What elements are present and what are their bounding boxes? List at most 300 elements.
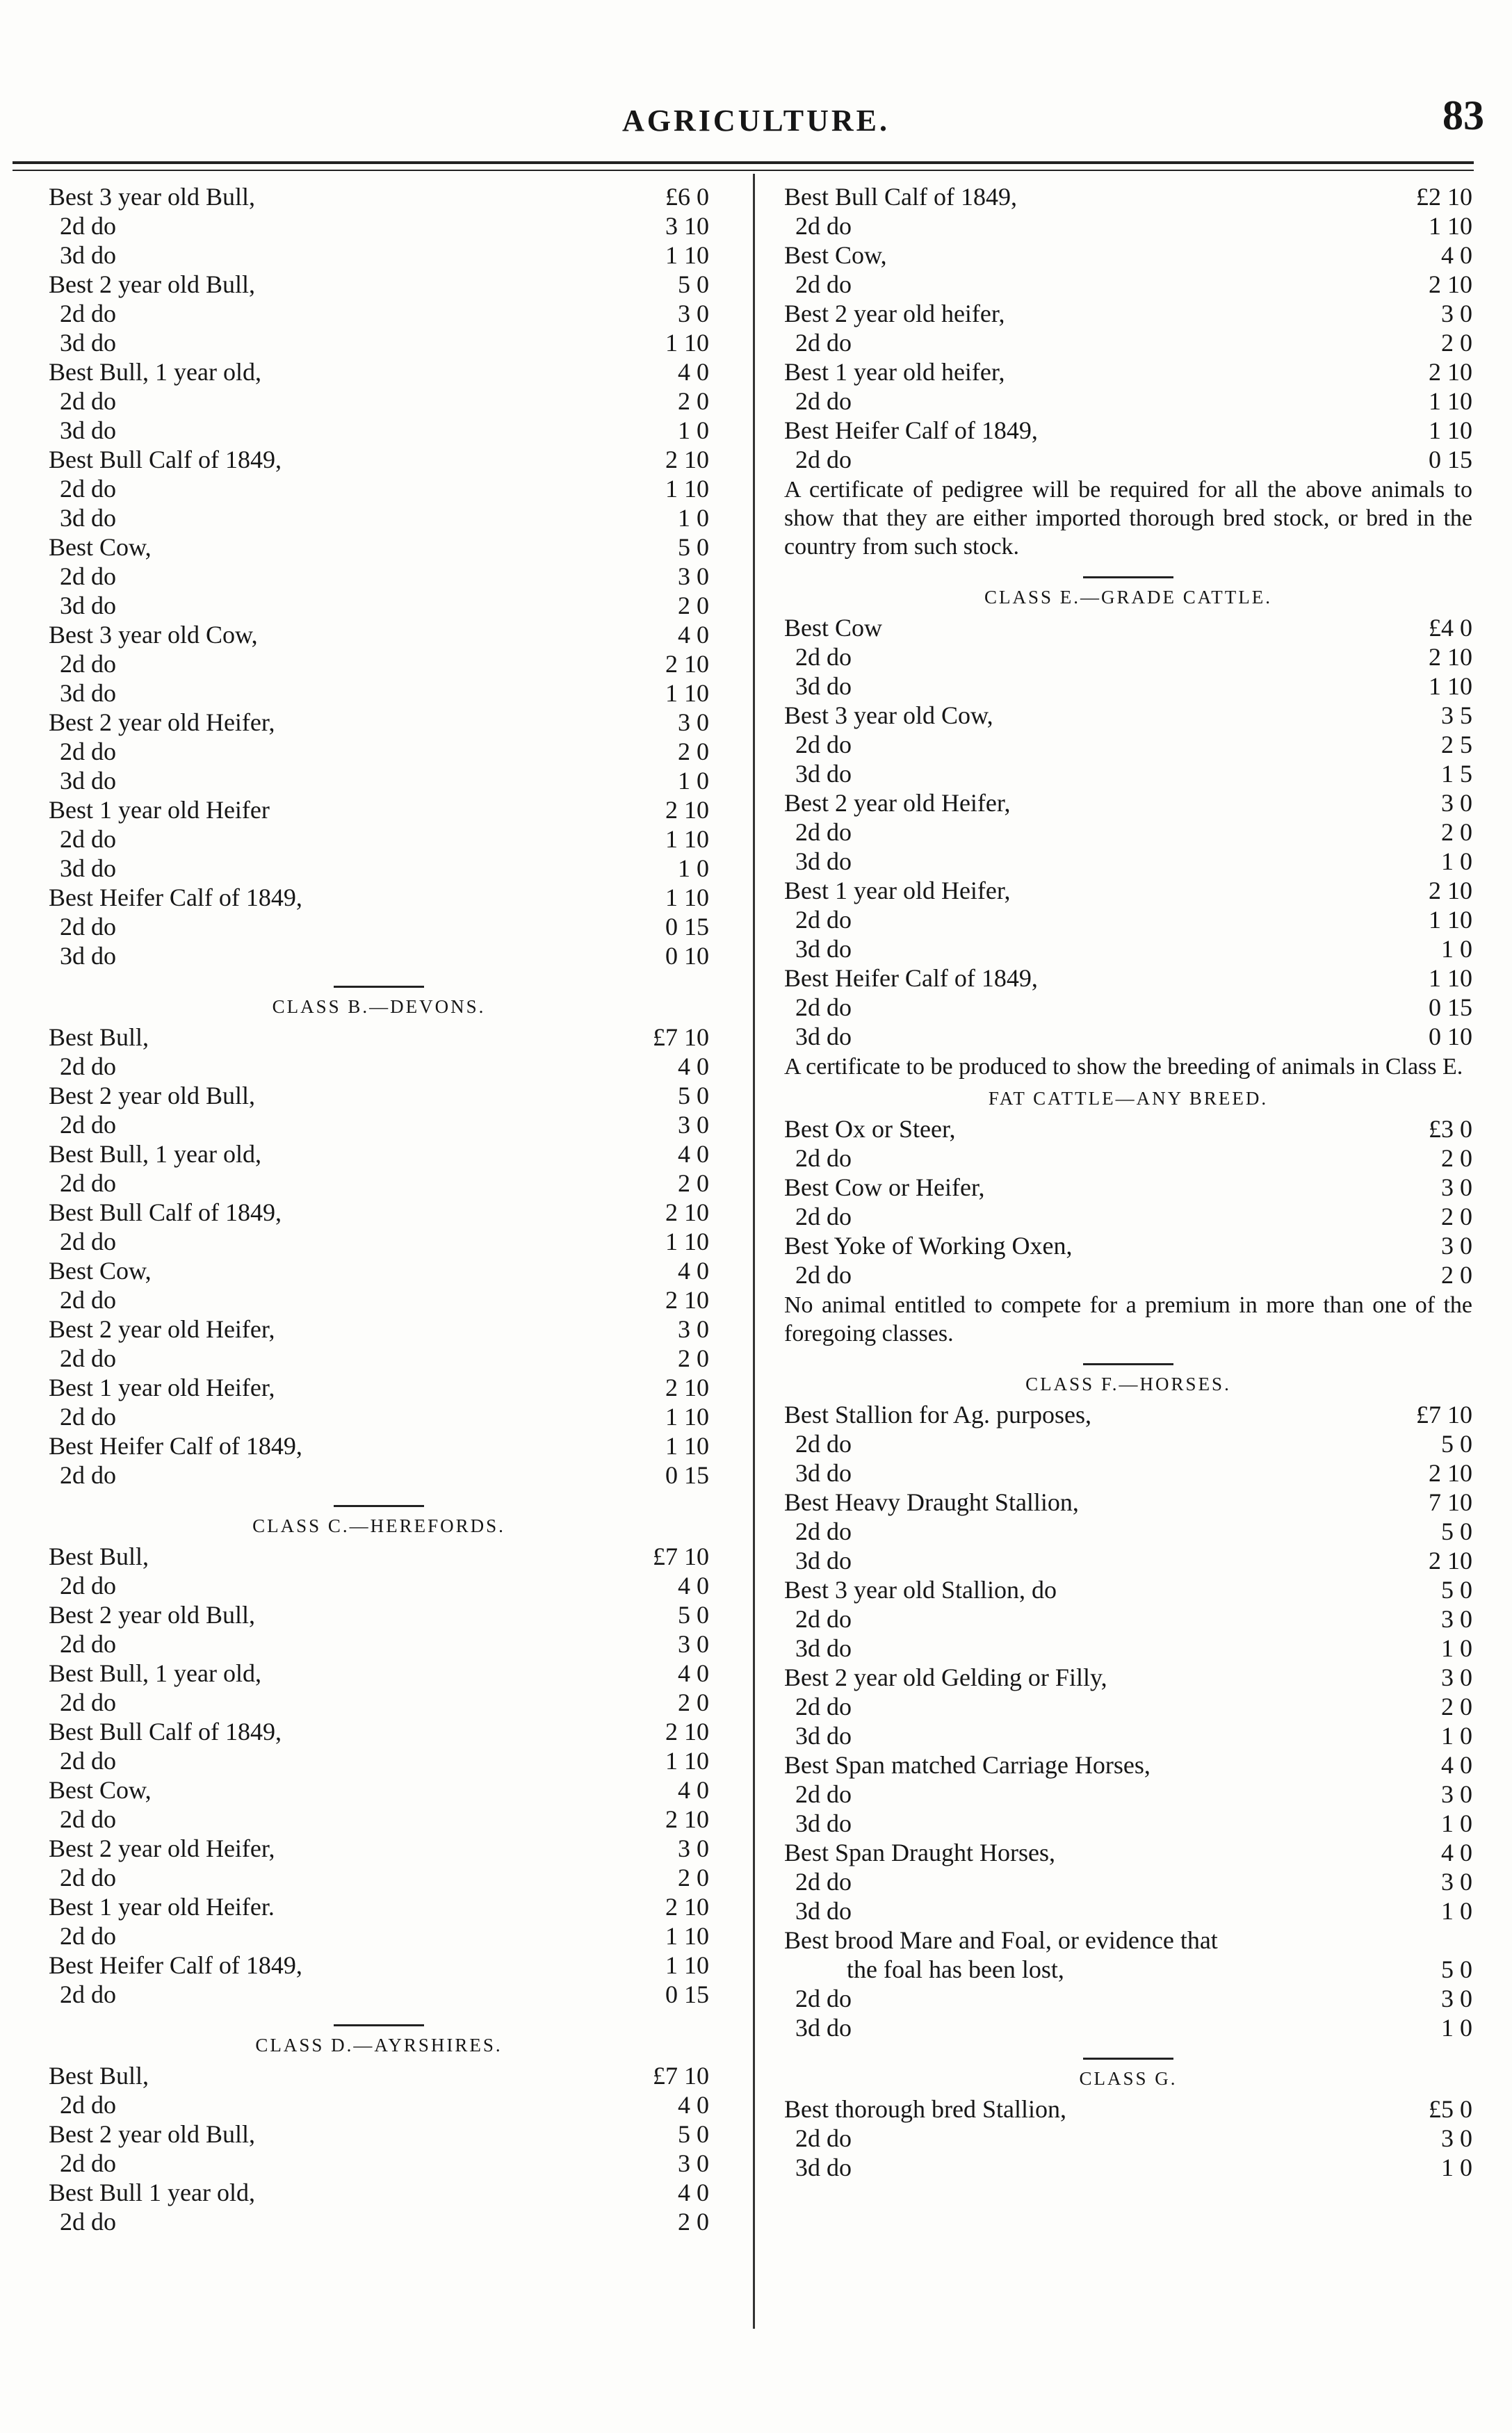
- prize-label: Best 2 year old Bull,: [49, 1082, 255, 1109]
- prize-amount: 0 10: [665, 942, 709, 970]
- prize-label: 2d do: [60, 1630, 116, 1658]
- prize-label: Best Bull Calf of 1849,: [49, 1718, 282, 1746]
- prize-amount: 0 15: [665, 913, 709, 941]
- prize-amount: 3 5: [1441, 701, 1472, 729]
- prize-entry: [49, 708, 709, 737]
- prize-entry: [784, 1144, 1472, 1173]
- prize-amount: 7 10: [1429, 1488, 1472, 1516]
- brood-mare-label-line2: the foal has been lost,: [847, 1955, 1064, 1983]
- class-b-list: [49, 1023, 709, 1490]
- prize-entry: [784, 613, 1472, 642]
- prize-amount: 2 0: [678, 1689, 709, 1716]
- prize-label: Best 2 year old Heifer,: [49, 708, 275, 736]
- prize-label: 2d do: [795, 387, 852, 415]
- class-d-list: [49, 2061, 709, 2236]
- prize-label: 2d do: [60, 1286, 116, 1314]
- prize-entry: [49, 1110, 709, 1139]
- prize-entry: [784, 817, 1472, 847]
- prize-entry: [784, 788, 1472, 817]
- prize-entry: [49, 824, 709, 854]
- prize-entry: [49, 299, 709, 328]
- prize-amount: 5 0: [678, 2120, 709, 2148]
- fat-cattle-title: FAT CATTLE—ANY BREED.: [988, 1088, 1269, 1109]
- prize-amount: 1 0: [678, 854, 709, 882]
- prize-amount: 4 0: [678, 1257, 709, 1285]
- prize-label: 3d do: [795, 760, 852, 788]
- prize-label: 2d do: [795, 906, 852, 934]
- prize-label: 2d do: [60, 1805, 116, 1833]
- prize-amount: 1 10: [1429, 672, 1472, 700]
- prize-amount: 1 10: [665, 1922, 709, 1950]
- prize-amount: 1 10: [1429, 964, 1472, 992]
- prize-amount: 4 0: [1441, 1751, 1472, 1779]
- fat-cattle-list: [784, 1114, 1472, 1289]
- class-c-title: CLASS C.—HEREFORDS.: [252, 1515, 505, 1536]
- prize-amount: 1 0: [1441, 1897, 1472, 1925]
- prize-entry: [784, 876, 1472, 905]
- fat-cattle-note: No animal entitled to compete for a premium in more than one of the foregoing classes.: [784, 1292, 1472, 1346]
- prize-amount: 3 0: [1441, 1663, 1472, 1691]
- prize-entry: [49, 1863, 709, 1892]
- section-rule: [1083, 2058, 1173, 2060]
- prize-entry: [784, 1838, 1472, 1867]
- prize-entry: [49, 211, 709, 241]
- prize-amount: 4 0: [678, 2091, 709, 2119]
- page-header-title: AGRICULTURE.: [621, 104, 890, 138]
- prize-entry: [49, 1921, 709, 1951]
- class-g-title: CLASS G.: [1079, 2068, 1178, 2089]
- prize-label: Best 2 year old Gelding or Filly,: [784, 1663, 1107, 1691]
- prize-amount: 1 5: [1441, 760, 1472, 788]
- prize-entry: [784, 1896, 1472, 1926]
- prize-amount: 2 0: [678, 1864, 709, 1891]
- prize-label: 3d do: [795, 1459, 852, 1487]
- prize-entry: [49, 1460, 709, 1490]
- prize-amount: 2 0: [1441, 1693, 1472, 1720]
- prize-label: 2d do: [60, 1403, 116, 1431]
- prize-amount: 5 0: [1441, 1517, 1472, 1545]
- prize-entry: [49, 1834, 709, 1863]
- prize-label: 2d do: [60, 1980, 116, 2008]
- prize-label: 2d do: [60, 2149, 116, 2177]
- section-rule: [1083, 1363, 1173, 1365]
- prize-amount: 3 0: [1441, 2124, 1472, 2152]
- prize-entry: [49, 503, 709, 532]
- prize-label: 2d do: [60, 738, 116, 765]
- prize-entry: [49, 1980, 709, 2009]
- prize-entry: [784, 934, 1472, 963]
- prize-entry: [49, 1892, 709, 1921]
- prize-amount: 2 0: [678, 2208, 709, 2236]
- prize-entry: [49, 1746, 709, 1775]
- prize-amount: 3 0: [1441, 300, 1472, 327]
- prize-amount: 2 10: [1429, 358, 1472, 386]
- prize-amount: 0 15: [665, 1461, 709, 1489]
- prize-label: Best Bull,: [49, 2062, 149, 2090]
- class-f-list: [784, 1400, 1472, 1926]
- prize-entry: [49, 883, 709, 912]
- prize-entry: [784, 1260, 1472, 1289]
- prize-label: 2d do: [60, 913, 116, 941]
- prize-label: 2d do: [60, 650, 116, 678]
- prize-entry: [49, 1198, 709, 1227]
- prize-label: 2d do: [60, 387, 116, 415]
- prize-entry: [49, 1629, 709, 1659]
- prize-label: 2d do: [60, 825, 116, 853]
- prize-label: 2d do: [795, 1868, 852, 1896]
- prize-amount: £3 0: [1429, 1115, 1472, 1143]
- prize-entry: [784, 270, 1472, 299]
- prize-amount: 0 15: [1429, 993, 1472, 1021]
- prize-label: Best 2 year old Bull,: [49, 270, 255, 298]
- prize-entry: [784, 1488, 1472, 1517]
- prize-entry: [49, 1402, 709, 1431]
- prize-amount: 2 0: [678, 1169, 709, 1197]
- prize-entry: [784, 1458, 1472, 1488]
- prize-entry: [784, 642, 1472, 672]
- prize-amount: 3 0: [678, 1111, 709, 1139]
- prize-amount: 5 0: [678, 533, 709, 561]
- prize-amount: 1 10: [665, 1951, 709, 1979]
- class-e-list: [784, 613, 1472, 1051]
- prize-label: 3d do: [795, 1634, 852, 1662]
- class-e-note: A certificate to be produced to show the breeding of animals in Class E.: [784, 1054, 1463, 1080]
- prize-amount: 1 10: [665, 241, 709, 269]
- prize-entry: [49, 445, 709, 474]
- prize-label: 2d do: [60, 1052, 116, 1080]
- prize-entry: [49, 2149, 709, 2178]
- prize-label: Best 3 year old Stallion, do: [784, 1576, 1057, 1604]
- prize-amount: 4 0: [678, 1776, 709, 1804]
- prize-entry: [49, 2061, 709, 2090]
- prize-amount: 4 0: [678, 1572, 709, 1600]
- prize-label: 2d do: [795, 1144, 852, 1172]
- prize-amount: 5 0: [678, 270, 709, 298]
- prize-entry: [49, 1951, 709, 1980]
- class-b-title: CLASS B.—DEVONS.: [272, 996, 486, 1017]
- prize-label: Best Bull, 1 year old,: [49, 1659, 261, 1687]
- prize-label: 2d do: [795, 993, 852, 1021]
- prize-amount: 1 10: [1429, 906, 1472, 934]
- prize-amount: 5 0: [678, 1082, 709, 1109]
- prize-amount: 3 0: [1441, 1173, 1472, 1201]
- prize-entry: [784, 1517, 1472, 1546]
- prize-amount: 1 10: [1429, 212, 1472, 240]
- prize-label: 2d do: [795, 212, 852, 240]
- prize-amount: 3 0: [678, 300, 709, 327]
- brood-mare-amount: 5 0: [1441, 1955, 1472, 1983]
- prize-entry: [49, 854, 709, 883]
- prize-amount: 1 0: [1441, 1634, 1472, 1662]
- prize-amount: £7 10: [653, 1023, 709, 1051]
- prize-label: 3d do: [795, 1547, 852, 1574]
- prize-amount: 1 0: [1441, 935, 1472, 963]
- prize-amount: £7 10: [1416, 1401, 1472, 1429]
- prize-entry: [49, 328, 709, 357]
- prize-entry: [49, 182, 709, 211]
- prize-label: 2d do: [795, 1203, 852, 1230]
- section-rule: [334, 986, 424, 988]
- prize-amount: 1 10: [665, 1747, 709, 1775]
- prize-label: 3d do: [60, 942, 116, 970]
- prize-label: Best Heifer Calf of 1849,: [784, 964, 1038, 992]
- prize-amount: 3 0: [1441, 1985, 1472, 2012]
- prize-entry: [49, 357, 709, 386]
- prize-amount: 4 0: [1441, 1839, 1472, 1866]
- prize-entry: [784, 1750, 1472, 1780]
- prize-entry: [49, 1227, 709, 1256]
- prize-entry: [784, 905, 1472, 934]
- prize-amount: 1 0: [1441, 2154, 1472, 2181]
- prize-entry: [49, 766, 709, 795]
- class-e-title: CLASS E.—GRADE CATTLE.: [984, 587, 1272, 608]
- prize-entry: [49, 1805, 709, 1834]
- prize-label: 3d do: [60, 767, 116, 795]
- prize-label: 2d do: [795, 270, 852, 298]
- prize-label: 3d do: [795, 935, 852, 963]
- prize-label: 2d do: [60, 300, 116, 327]
- prize-amount: 4 0: [1441, 241, 1472, 269]
- prize-label: Best Heifer Calf of 1849,: [49, 1951, 302, 1979]
- prize-label: Best 3 year old Cow,: [784, 701, 993, 729]
- prize-entry: [784, 211, 1472, 241]
- prize-label: Best Bull Calf of 1849,: [784, 183, 1017, 211]
- prize-label: 3d do: [795, 672, 852, 700]
- prize-entry: [49, 1285, 709, 1315]
- class-c-list: [49, 1542, 709, 2009]
- prize-label: 3d do: [795, 2154, 852, 2181]
- prize-label: Best Bull, 1 year old,: [49, 1140, 261, 1168]
- prize-label: 2d do: [795, 1605, 852, 1633]
- prize-label: 2d do: [60, 1864, 116, 1891]
- prize-label: 2d do: [60, 1111, 116, 1139]
- prize-amount: 3 0: [1441, 1605, 1472, 1633]
- prize-amount: 2 5: [1441, 731, 1472, 758]
- class-a-list: [49, 182, 709, 970]
- prize-label: 2d do: [795, 818, 852, 846]
- prize-label: Best Bull, 1 year old,: [49, 358, 261, 386]
- prize-label: 2d do: [795, 1985, 852, 2012]
- prize-entry: [49, 1139, 709, 1169]
- prize-entry: [784, 357, 1472, 386]
- prize-label: 2d do: [795, 2124, 852, 2152]
- prize-amount: 2 0: [678, 592, 709, 619]
- prize-label: Best 2 year old Bull,: [49, 2120, 255, 2148]
- prize-amount: 1 0: [1441, 2014, 1472, 2042]
- right-column: [784, 182, 1472, 2182]
- prize-label: 2d do: [795, 1693, 852, 1720]
- prize-amount: £7 10: [653, 2062, 709, 2090]
- prize-amount: 1 10: [1429, 416, 1472, 444]
- prize-entry: [784, 730, 1472, 759]
- prize-label: 3d do: [795, 1722, 852, 1750]
- prize-label: Best Bull Calf of 1849,: [49, 446, 282, 473]
- prize-entry: [784, 445, 1472, 474]
- prize-label: 2d do: [60, 562, 116, 590]
- prize-entry: [49, 620, 709, 649]
- prize-amount: 2 0: [1441, 1144, 1472, 1172]
- prize-entry: [784, 182, 1472, 211]
- prize-entry: [784, 416, 1472, 445]
- prize-amount: 4 0: [678, 2179, 709, 2206]
- prize-entry: [49, 416, 709, 445]
- prize-label: Best Heifer Calf of 1849,: [49, 884, 302, 911]
- prize-label: 2d do: [795, 1261, 852, 1289]
- prize-amount: 2 10: [1429, 270, 1472, 298]
- prize-amount: 1 10: [665, 329, 709, 357]
- prize-label: Best 2 year old Heifer,: [49, 1834, 275, 1862]
- prize-entry: [49, 1256, 709, 1285]
- prize-amount: 3 0: [1441, 789, 1472, 817]
- prize-entry: [49, 2207, 709, 2236]
- class-d-title: CLASS D.—AYRSHIRES.: [255, 2035, 503, 2056]
- prize-entry: [784, 1867, 1472, 1896]
- prize-entry: [49, 1659, 709, 1688]
- prize-amount: 5 0: [678, 1601, 709, 1629]
- prize-amount: 1 0: [1441, 1722, 1472, 1750]
- prize-amount: 3 0: [678, 1315, 709, 1343]
- prize-entry: [49, 1431, 709, 1460]
- prize-amount: 1 10: [665, 1432, 709, 1460]
- prize-label: Best Bull 1 year old,: [49, 2179, 255, 2206]
- prize-label: 2d do: [795, 731, 852, 758]
- pedigree-note: A certificate of pedigree will be required for all the above animals to show that they are either imported thorough bred stock, or bred in the country from such stock.: [784, 477, 1472, 560]
- prize-label: Best Cow,: [49, 1776, 152, 1804]
- prize-amount: 1 0: [1441, 1809, 1472, 1837]
- prize-entry: [784, 2153, 1472, 2182]
- prize-amount: £5 0: [1429, 2095, 1472, 2123]
- prize-label: 2d do: [795, 446, 852, 473]
- prize-amount: 1 0: [678, 416, 709, 444]
- prize-entry: [49, 241, 709, 270]
- prize-label: Best Heifer Calf of 1849,: [784, 416, 1038, 444]
- prize-amount: 2 10: [665, 1286, 709, 1314]
- prize-entry: [49, 1315, 709, 1344]
- prize-label: Best 2 year old Bull,: [49, 1601, 255, 1629]
- prize-entry: [49, 562, 709, 591]
- prize-entry: [784, 1663, 1472, 1692]
- prize-entry: [49, 1344, 709, 1373]
- prize-entry: [784, 1780, 1472, 1809]
- prize-entry: [784, 759, 1472, 788]
- prize-amount: 2 0: [1441, 1261, 1472, 1289]
- prize-entry: [49, 1023, 709, 1052]
- prize-label: Best Span Draught Horses,: [784, 1839, 1055, 1866]
- prize-label: Best Cow,: [784, 241, 887, 269]
- prize-amount: 0 10: [1429, 1023, 1472, 1050]
- prize-label: Best Yoke of Working Oxen,: [784, 1232, 1073, 1260]
- prize-label: 2d do: [60, 1747, 116, 1775]
- prize-label: 3d do: [60, 329, 116, 357]
- prize-entry: [784, 672, 1472, 701]
- prize-amount: 1 0: [678, 767, 709, 795]
- prize-label: 3d do: [60, 679, 116, 707]
- prize-entry: [49, 1600, 709, 1629]
- prize-amount: £6 0: [665, 183, 709, 211]
- prize-amount: 2 10: [1429, 877, 1472, 904]
- prize-entry: [784, 1173, 1472, 1202]
- prize-amount: 2 10: [665, 650, 709, 678]
- prize-entry: [49, 737, 709, 766]
- prize-label: 3d do: [795, 2014, 852, 2042]
- prize-label: 2d do: [795, 643, 852, 671]
- prize-amount: 2 10: [1429, 643, 1472, 671]
- prize-label: 2d do: [60, 475, 116, 503]
- prize-entry: [49, 1052, 709, 1081]
- section-rule: [1083, 576, 1173, 578]
- prize-amount: 1 10: [665, 884, 709, 911]
- prize-entry: [49, 795, 709, 824]
- prize-amount: 1 10: [665, 475, 709, 503]
- brood-mare-label-line1: Best brood Mare and Foal, or evidence that: [784, 1926, 1218, 1954]
- prize-label: Best 1 year old Heifer,: [784, 877, 1011, 904]
- prize-amount: 2 0: [678, 1344, 709, 1372]
- prize-amount: 3 0: [678, 1630, 709, 1658]
- prize-label: Best Bull Calf of 1849,: [49, 1198, 282, 1226]
- prize-entry: [49, 912, 709, 941]
- prize-entry: [784, 1429, 1472, 1458]
- prize-label: 2d do: [795, 1517, 852, 1545]
- prize-label: Best Cow or Heifer,: [784, 1173, 985, 1201]
- prize-entry: [784, 1202, 1472, 1231]
- prize-amount: 2 0: [1441, 1203, 1472, 1230]
- prize-entry: [784, 1400, 1472, 1429]
- prize-label: 2d do: [60, 1228, 116, 1255]
- brood-mare-row: [784, 1926, 1472, 1955]
- prize-label: Best thorough bred Stallion,: [784, 2095, 1066, 2123]
- prize-label: Best 1 year old Heifer: [49, 796, 270, 824]
- prize-amount: 3 0: [678, 562, 709, 590]
- prize-label: 2d do: [60, 1922, 116, 1950]
- prize-entry: [49, 649, 709, 678]
- prize-label: 3d do: [60, 504, 116, 532]
- prize-entry: [49, 2119, 709, 2149]
- prize-amount: 1 0: [678, 504, 709, 532]
- prize-label: Best 2 year old Heifer,: [49, 1315, 275, 1343]
- prize-entry: [784, 299, 1472, 328]
- prize-amount: 2 10: [1429, 1547, 1472, 1574]
- prize-amount: 3 0: [1441, 1232, 1472, 1260]
- prize-entry: [784, 1634, 1472, 1663]
- prize-entry: [49, 1775, 709, 1805]
- prize-entry: [49, 1373, 709, 1402]
- prize-amount: 3 0: [678, 2149, 709, 2177]
- prize-label: Best 1 year old Heifer.: [49, 1893, 275, 1921]
- prize-entry: [49, 1571, 709, 1600]
- class-f-after-list: [784, 1984, 1472, 2042]
- prize-amount: 3 0: [1441, 1868, 1472, 1896]
- prize-label: 2d do: [60, 2091, 116, 2119]
- prize-label: 2d do: [60, 212, 116, 240]
- class-g-list: [784, 2094, 1472, 2182]
- prize-label: 2d do: [60, 1169, 116, 1197]
- prize-label: 2d do: [60, 1461, 116, 1489]
- prize-entry: [784, 1546, 1472, 1575]
- prize-label: 2d do: [60, 2208, 116, 2236]
- prize-label: Best Bull,: [49, 1543, 149, 1570]
- prize-label: 2d do: [795, 329, 852, 357]
- prize-label: Best 3 year old Cow,: [49, 621, 258, 649]
- prize-amount: 2 10: [665, 796, 709, 824]
- prize-label: Best 2 year old Heifer,: [784, 789, 1011, 817]
- prize-entry: [784, 1809, 1472, 1838]
- prize-amount: 2 0: [1441, 329, 1472, 357]
- prize-amount: 0 15: [665, 1980, 709, 2008]
- prize-amount: 2 10: [665, 1893, 709, 1921]
- prize-label: Best 1 year old heifer,: [784, 358, 1005, 386]
- prize-entry: [49, 2178, 709, 2207]
- prize-amount: 1 10: [665, 825, 709, 853]
